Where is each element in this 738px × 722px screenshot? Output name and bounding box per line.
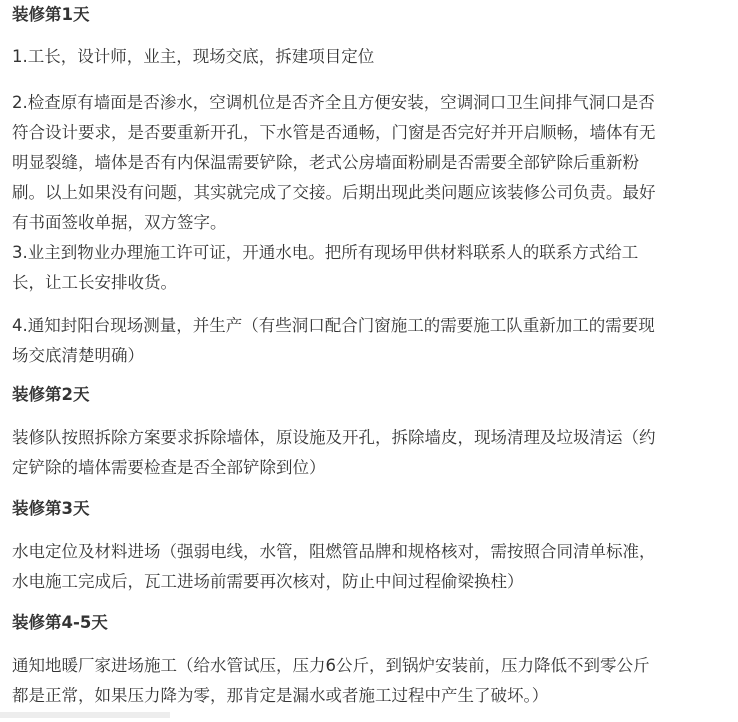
paragraph-day4-5 bbox=[12, 651, 650, 711]
text-line: 水电施工完成后，瓦工进场前需要再次核对，防止中间过程偷梁换柱） bbox=[12, 572, 524, 591]
paragraph-day1-item2 bbox=[12, 88, 656, 238]
text-line: 1.工长，设计师，业主，现场交底，拆建项目定位 bbox=[12, 47, 375, 66]
paragraph-day1-item1 bbox=[12, 42, 374, 72]
text-line: 装修队按照拆除方案要求拆除墙体，原设施及开孔，拆除墙皮，现场清理及垃圾清运（约 bbox=[12, 428, 656, 447]
text-line: 4.通知封阳台现场测量，并生产（有些洞口配合门窗施工的需要施工队重新加工的需要现 bbox=[12, 316, 655, 335]
text-line: 定铲除的墙体需要检查是否全部铲除到位） bbox=[12, 458, 326, 477]
section-heading-day4-5: 装修第4-5天 bbox=[12, 613, 108, 632]
section-heading-day3: 装修第3天 bbox=[12, 499, 90, 518]
paragraph-day1-item3 bbox=[12, 238, 638, 298]
paragraph-day3 bbox=[12, 537, 656, 597]
text-line: 3.业主到物业办理施工许可证，开通水电。把所有现场甲供材料联系人的联系方式给工 bbox=[12, 243, 639, 262]
section-heading-day1: 装修第1天 bbox=[12, 5, 90, 24]
text-line: 都是正常，如果压力降为零，那肯定是漏水或者施工过程中产生了破坏。） bbox=[12, 686, 549, 705]
text-line: 通知地暖厂家进场施工（给水管试压，压力6公斤，到锅炉安装前，压力降低不到零公斤 bbox=[12, 656, 650, 675]
text-line: 场交底清楚明确） bbox=[12, 346, 144, 365]
text-line: 明显裂缝，墙体是否有内保温需要铲除，老式公房墙面粉刷是否需要全部铲除后重新粉 bbox=[12, 153, 639, 172]
text-line: 有书面签收单据，双方签字。 bbox=[12, 213, 227, 232]
paragraph-day2 bbox=[12, 423, 656, 483]
text-line: 长，让工长安排收货。 bbox=[12, 273, 177, 292]
paragraph-day1-item4 bbox=[12, 311, 655, 371]
text-line: 水电定位及材料进场（强弱电线，水管，阻燃管品牌和规格核对，需按照合同清单标准， bbox=[12, 542, 656, 561]
section-heading-day2: 装修第2天 bbox=[12, 385, 90, 404]
watermark-image bbox=[0, 706, 180, 722]
text-line: 刷。以上如果没有问题，其实就完成了交接。后期出现此类问题应该装修公司负责。最好 bbox=[12, 183, 656, 202]
text-line: 符合设计要求，是否要重新开孔，下水管是否通畅，门窗是否完好并开启顺畅，墙体有无 bbox=[12, 123, 656, 142]
text-line: 2.检查原有墙面是否渗水，空调机位是否齐全且方便安装，空调洞口卫生间排气洞口是否 bbox=[12, 93, 655, 112]
